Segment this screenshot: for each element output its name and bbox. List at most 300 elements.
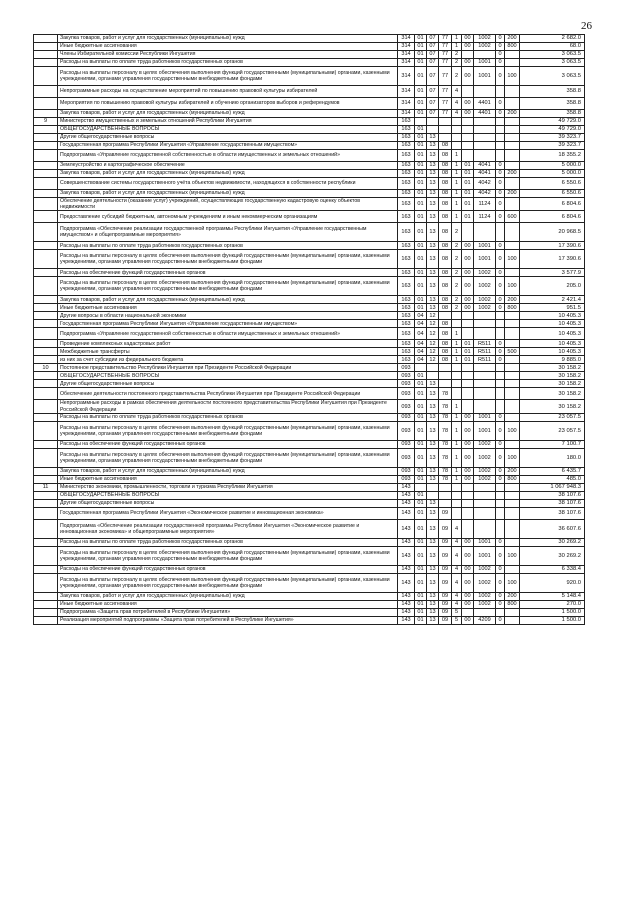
code-cell: 0 bbox=[496, 340, 505, 348]
row-number bbox=[34, 134, 58, 142]
code-cell bbox=[505, 380, 520, 388]
row-name: Расходы на выплаты персоналу в целях обеспечения выполнения функций государственными (муниципальными) органами, казенными учреждениями, органами управления государственными внебюджетными фондами bbox=[58, 421, 398, 440]
code-cell bbox=[505, 565, 520, 573]
code-cell: 800 bbox=[505, 475, 520, 483]
code-cell: 07 bbox=[427, 35, 439, 43]
code-cell: 1 bbox=[452, 421, 462, 440]
code-cell bbox=[462, 223, 474, 242]
code-cell: 01 bbox=[462, 170, 474, 178]
code-cell: 77 bbox=[439, 110, 452, 118]
code-cell: 01 bbox=[415, 475, 427, 483]
code-cell: 1 bbox=[452, 400, 462, 413]
row-name: Расходы на выплаты по оплате труда работников государственных органов bbox=[58, 242, 398, 250]
code-cell bbox=[496, 499, 505, 507]
code-cell: 13 bbox=[427, 519, 439, 538]
code-cell: 08 bbox=[439, 223, 452, 242]
code-cell: 163 bbox=[398, 150, 415, 162]
row-number: 11 bbox=[34, 483, 58, 491]
budget-table bbox=[33, 34, 585, 625]
code-cell bbox=[462, 519, 474, 538]
row-name: Министерство имущественных и земельных отношений Республики Ингушетия bbox=[58, 118, 398, 126]
code-cell bbox=[474, 134, 496, 142]
code-cell: 4 bbox=[452, 546, 462, 565]
code-cell: 143 bbox=[398, 546, 415, 565]
row-name: Закупка товаров, работ и услуг для государственных (муниципальных) нужд bbox=[58, 35, 398, 43]
code-cell bbox=[474, 483, 496, 491]
code-cell: 1002 bbox=[474, 43, 496, 51]
code-cell: R511 bbox=[474, 340, 496, 348]
code-cell: 00 bbox=[462, 475, 474, 483]
code-cell bbox=[496, 380, 505, 388]
row-name: ОБЩЕГОСУДАРСТВЕННЫЕ ВОПРОСЫ bbox=[58, 491, 398, 499]
amount-cell: 5 000.0 bbox=[520, 162, 585, 170]
row-number bbox=[34, 538, 58, 546]
code-cell: 0 bbox=[496, 565, 505, 573]
code-cell: 093 bbox=[398, 467, 415, 475]
code-cell: R511 bbox=[474, 348, 496, 356]
code-cell bbox=[474, 142, 496, 150]
amount-cell: 38 107.6 bbox=[520, 499, 585, 507]
code-cell: 1001 bbox=[474, 538, 496, 546]
code-cell: 00 bbox=[462, 592, 474, 600]
table-row bbox=[34, 98, 585, 110]
code-cell: 01 bbox=[415, 507, 427, 519]
code-cell: 77 bbox=[439, 59, 452, 67]
code-cell bbox=[462, 86, 474, 98]
code-cell: 163 bbox=[398, 296, 415, 304]
code-cell bbox=[462, 388, 474, 400]
code-cell: 13 bbox=[427, 380, 439, 388]
code-cell: 200 bbox=[505, 110, 520, 118]
row-number bbox=[34, 421, 58, 440]
code-cell: 13 bbox=[427, 250, 439, 269]
row-number bbox=[34, 467, 58, 475]
code-cell bbox=[439, 380, 452, 388]
code-cell: 163 bbox=[398, 162, 415, 170]
code-cell bbox=[505, 134, 520, 142]
code-cell: 01 bbox=[415, 400, 427, 413]
code-cell: 01 bbox=[415, 59, 427, 67]
code-cell: 143 bbox=[398, 573, 415, 592]
code-cell: 1002 bbox=[474, 448, 496, 467]
row-name: Мероприятия по повышению правовой культуры избирателей и обучению организаторов выборов и референдумов bbox=[58, 98, 398, 110]
amount-cell: 18 355.2 bbox=[520, 150, 585, 162]
code-cell bbox=[462, 328, 474, 340]
code-cell: 143 bbox=[398, 491, 415, 499]
code-cell: 0 bbox=[496, 98, 505, 110]
row-number bbox=[34, 356, 58, 364]
code-cell: 00 bbox=[462, 448, 474, 467]
amount-cell: 38 107.6 bbox=[520, 507, 585, 519]
code-cell: 01 bbox=[462, 190, 474, 198]
code-cell: 78 bbox=[439, 467, 452, 475]
code-cell: 78 bbox=[439, 413, 452, 421]
amount-cell: 270.0 bbox=[520, 600, 585, 608]
code-cell: 0 bbox=[496, 250, 505, 269]
row-name: Совершенствование системы государственного учёта объектов недвижимости, находящихся в собственности республики bbox=[58, 178, 398, 190]
table-row bbox=[34, 364, 585, 372]
code-cell: 1002 bbox=[474, 573, 496, 592]
code-cell: 0 bbox=[496, 190, 505, 198]
code-cell: 1001 bbox=[474, 421, 496, 440]
code-cell: 143 bbox=[398, 483, 415, 491]
code-cell: 200 bbox=[505, 592, 520, 600]
code-cell bbox=[505, 356, 520, 364]
table-row bbox=[34, 340, 585, 348]
code-cell: 13 bbox=[427, 400, 439, 413]
row-number bbox=[34, 491, 58, 499]
code-cell: 08 bbox=[439, 328, 452, 340]
code-cell: 1001 bbox=[474, 413, 496, 421]
code-cell: 13 bbox=[427, 507, 439, 519]
table-row bbox=[34, 312, 585, 320]
table-row bbox=[34, 538, 585, 546]
code-cell: 01 bbox=[415, 110, 427, 118]
code-cell: 01 bbox=[415, 519, 427, 538]
code-cell: 01 bbox=[415, 608, 427, 616]
row-number bbox=[34, 312, 58, 320]
code-cell: 0 bbox=[496, 178, 505, 190]
code-cell: R511 bbox=[474, 356, 496, 364]
table-row bbox=[34, 296, 585, 304]
code-cell: 01 bbox=[462, 340, 474, 348]
code-cell: 143 bbox=[398, 608, 415, 616]
code-cell: 07 bbox=[427, 59, 439, 67]
row-name: Реализация мероприятий подпрограммы «Защита прав потребителей в Республике Ингушетия» bbox=[58, 616, 398, 624]
code-cell bbox=[505, 491, 520, 499]
code-cell bbox=[496, 507, 505, 519]
code-cell: 1 bbox=[452, 43, 462, 51]
table-row bbox=[34, 134, 585, 142]
table-row bbox=[34, 546, 585, 565]
code-cell: 01 bbox=[415, 467, 427, 475]
code-cell: 163 bbox=[398, 190, 415, 198]
code-cell: 143 bbox=[398, 538, 415, 546]
code-cell: 12 bbox=[427, 320, 439, 328]
code-cell: 08 bbox=[439, 250, 452, 269]
code-cell: 163 bbox=[398, 348, 415, 356]
code-cell: 00 bbox=[462, 242, 474, 250]
code-cell: 78 bbox=[439, 440, 452, 448]
row-name: Государственная программа Республики Ингушетия «Экономическое развитие и инновационная экономика» bbox=[58, 507, 398, 519]
code-cell bbox=[496, 312, 505, 320]
amount-cell: 10 405.3 bbox=[520, 348, 585, 356]
code-cell bbox=[496, 126, 505, 134]
code-cell bbox=[474, 150, 496, 162]
code-cell: 00 bbox=[462, 269, 474, 277]
table-row bbox=[34, 142, 585, 150]
amount-cell: 3 063.5 bbox=[520, 59, 585, 67]
code-cell: 143 bbox=[398, 600, 415, 608]
code-cell: 12 bbox=[427, 328, 439, 340]
code-cell: 1002 bbox=[474, 475, 496, 483]
amount-cell: 6 804.6 bbox=[520, 211, 585, 223]
code-cell: 13 bbox=[427, 573, 439, 592]
row-name: Закупка товаров, работ и услуг для государственных (муниципальных) нужд bbox=[58, 170, 398, 178]
amount-cell: 205.0 bbox=[520, 277, 585, 296]
amount-cell: 30 158.2 bbox=[520, 400, 585, 413]
code-cell: 09 bbox=[439, 600, 452, 608]
code-cell: 01 bbox=[462, 198, 474, 211]
code-cell: 01 bbox=[415, 170, 427, 178]
code-cell: 08 bbox=[439, 211, 452, 223]
row-name: Другие общегосударственные вопросы bbox=[58, 380, 398, 388]
code-cell: 0 bbox=[496, 43, 505, 51]
code-cell: 200 bbox=[505, 467, 520, 475]
code-cell bbox=[474, 51, 496, 59]
code-cell bbox=[474, 364, 496, 372]
code-cell: 1124 bbox=[474, 211, 496, 223]
code-cell: 00 bbox=[462, 413, 474, 421]
code-cell: 0 bbox=[496, 600, 505, 608]
code-cell: 04 bbox=[415, 320, 427, 328]
amount-cell: 23 057.5 bbox=[520, 413, 585, 421]
amount-cell: 5 000.0 bbox=[520, 170, 585, 178]
table-body bbox=[34, 35, 585, 625]
table-row bbox=[34, 35, 585, 43]
code-cell bbox=[474, 118, 496, 126]
code-cell: 100 bbox=[505, 546, 520, 565]
row-name: Закупка товаров, работ и услуг для государственных (муниципальных) нужд bbox=[58, 467, 398, 475]
code-cell: 1002 bbox=[474, 467, 496, 475]
code-cell: 77 bbox=[439, 86, 452, 98]
code-cell: 0 bbox=[496, 467, 505, 475]
row-name: Подпрограмма «Управление государственной собственностью в области имущественных и земельных отношений» bbox=[58, 150, 398, 162]
code-cell: 1002 bbox=[474, 304, 496, 312]
row-name: Непрограммные расходы в рамках обеспечения деятельности постоянного представительства Республики Ингушетия при Президенте Российской Федерации bbox=[58, 400, 398, 413]
code-cell: 0 bbox=[496, 413, 505, 421]
amount-cell: 1 067 948.3 bbox=[520, 483, 585, 491]
row-number bbox=[34, 380, 58, 388]
code-cell: 163 bbox=[398, 328, 415, 340]
row-name: Иные бюджетные ассигнования bbox=[58, 600, 398, 608]
code-cell bbox=[439, 134, 452, 142]
row-number bbox=[34, 277, 58, 296]
code-cell: 1 bbox=[452, 440, 462, 448]
amount-cell: 68.0 bbox=[520, 43, 585, 51]
code-cell: 163 bbox=[398, 277, 415, 296]
code-cell bbox=[427, 364, 439, 372]
row-number bbox=[34, 348, 58, 356]
code-cell: 08 bbox=[439, 190, 452, 198]
code-cell: 01 bbox=[415, 223, 427, 242]
code-cell: 13 bbox=[427, 142, 439, 150]
code-cell bbox=[462, 118, 474, 126]
code-cell: 01 bbox=[415, 499, 427, 507]
code-cell: 0 bbox=[496, 616, 505, 624]
code-cell: 78 bbox=[439, 388, 452, 400]
amount-cell: 20 968.5 bbox=[520, 223, 585, 242]
code-cell: 08 bbox=[439, 150, 452, 162]
code-cell: 100 bbox=[505, 250, 520, 269]
code-cell bbox=[505, 242, 520, 250]
code-cell: 4 bbox=[452, 538, 462, 546]
row-number bbox=[34, 616, 58, 624]
code-cell bbox=[505, 51, 520, 59]
code-cell bbox=[474, 380, 496, 388]
code-cell: 01 bbox=[415, 448, 427, 467]
code-cell bbox=[505, 320, 520, 328]
code-cell bbox=[496, 388, 505, 400]
code-cell: 01 bbox=[415, 277, 427, 296]
code-cell: 00 bbox=[462, 110, 474, 118]
code-cell: 314 bbox=[398, 86, 415, 98]
code-cell bbox=[452, 372, 462, 380]
row-number bbox=[34, 448, 58, 467]
code-cell: 77 bbox=[439, 98, 452, 110]
amount-cell: 3 063.5 bbox=[520, 51, 585, 59]
code-cell: 4 bbox=[452, 98, 462, 110]
code-cell: 08 bbox=[439, 304, 452, 312]
code-cell: 1 bbox=[452, 467, 462, 475]
code-cell: 01 bbox=[462, 211, 474, 223]
code-cell: 093 bbox=[398, 475, 415, 483]
code-cell: 093 bbox=[398, 440, 415, 448]
table-row bbox=[34, 190, 585, 198]
code-cell: 1 bbox=[452, 448, 462, 467]
code-cell: 4 bbox=[452, 110, 462, 118]
code-cell: 1002 bbox=[474, 600, 496, 608]
code-cell: 143 bbox=[398, 565, 415, 573]
code-cell bbox=[505, 372, 520, 380]
code-cell: 4 bbox=[452, 519, 462, 538]
amount-cell: 920.0 bbox=[520, 573, 585, 592]
code-cell: 0 bbox=[496, 296, 505, 304]
code-cell: 13 bbox=[427, 170, 439, 178]
code-cell: 2 bbox=[452, 223, 462, 242]
code-cell: 4 bbox=[452, 592, 462, 600]
code-cell bbox=[496, 118, 505, 126]
code-cell: 314 bbox=[398, 35, 415, 43]
row-name: Расходы на выплаты по оплате труда работников государственных органов bbox=[58, 413, 398, 421]
code-cell bbox=[452, 126, 462, 134]
code-cell: 13 bbox=[427, 448, 439, 467]
code-cell: 09 bbox=[439, 616, 452, 624]
table-row bbox=[34, 277, 585, 296]
amount-cell: 951.5 bbox=[520, 304, 585, 312]
amount-cell: 30 158.2 bbox=[520, 372, 585, 380]
row-number bbox=[34, 499, 58, 507]
code-cell: 12 bbox=[427, 356, 439, 364]
code-cell bbox=[474, 372, 496, 380]
code-cell: 00 bbox=[462, 538, 474, 546]
amount-cell: 30 269.2 bbox=[520, 546, 585, 565]
table-row bbox=[34, 43, 585, 51]
code-cell bbox=[505, 388, 520, 400]
amount-cell: 5 148.4 bbox=[520, 592, 585, 600]
code-cell bbox=[496, 519, 505, 538]
code-cell: 01 bbox=[462, 356, 474, 364]
row-name: ОБЩЕГОСУДАРСТВЕННЫЕ ВОПРОСЫ bbox=[58, 126, 398, 134]
code-cell bbox=[505, 507, 520, 519]
row-name: Иные бюджетные ассигнования bbox=[58, 475, 398, 483]
code-cell bbox=[496, 142, 505, 150]
row-name: Закупка товаров, работ и услуг для государственных (муниципальных) нужд bbox=[58, 592, 398, 600]
row-name: ОБЩЕГОСУДАРСТВЕННЫЕ ВОПРОСЫ bbox=[58, 372, 398, 380]
table-row bbox=[34, 150, 585, 162]
code-cell bbox=[427, 372, 439, 380]
code-cell: 01 bbox=[415, 600, 427, 608]
code-cell: 01 bbox=[415, 616, 427, 624]
code-cell: 13 bbox=[427, 608, 439, 616]
code-cell: 163 bbox=[398, 170, 415, 178]
code-cell: 4209 bbox=[474, 616, 496, 624]
code-cell bbox=[505, 616, 520, 624]
amount-cell: 6 338.4 bbox=[520, 565, 585, 573]
code-cell: 00 bbox=[462, 440, 474, 448]
code-cell bbox=[427, 118, 439, 126]
code-cell: 314 bbox=[398, 98, 415, 110]
code-cell: 163 bbox=[398, 223, 415, 242]
code-cell bbox=[452, 312, 462, 320]
code-cell: 78 bbox=[439, 421, 452, 440]
code-cell: 78 bbox=[439, 475, 452, 483]
row-number bbox=[34, 198, 58, 211]
amount-cell: 10 405.3 bbox=[520, 320, 585, 328]
table-row bbox=[34, 491, 585, 499]
code-cell: 07 bbox=[427, 43, 439, 51]
code-cell: 0 bbox=[496, 421, 505, 440]
code-cell bbox=[415, 118, 427, 126]
code-cell: 13 bbox=[427, 388, 439, 400]
code-cell: 01 bbox=[415, 134, 427, 142]
code-cell bbox=[462, 491, 474, 499]
code-cell: 0 bbox=[496, 170, 505, 178]
code-cell: 5 bbox=[452, 608, 462, 616]
row-number bbox=[34, 178, 58, 190]
code-cell: 13 bbox=[427, 242, 439, 250]
code-cell: 08 bbox=[439, 198, 452, 211]
code-cell bbox=[505, 142, 520, 150]
code-cell: 77 bbox=[439, 35, 452, 43]
table-row bbox=[34, 59, 585, 67]
code-cell: 09 bbox=[439, 592, 452, 600]
amount-cell: 485.0 bbox=[520, 475, 585, 483]
code-cell: 13 bbox=[427, 592, 439, 600]
table-row bbox=[34, 86, 585, 98]
code-cell bbox=[452, 483, 462, 491]
code-cell: 163 bbox=[398, 211, 415, 223]
table-row bbox=[34, 400, 585, 413]
code-cell: 0 bbox=[496, 277, 505, 296]
code-cell: 01 bbox=[462, 178, 474, 190]
code-cell: 13 bbox=[427, 190, 439, 198]
code-cell: 314 bbox=[398, 59, 415, 67]
code-cell bbox=[505, 340, 520, 348]
amount-cell: 36 607.6 bbox=[520, 519, 585, 538]
amount-cell: 10 405.3 bbox=[520, 328, 585, 340]
code-cell bbox=[474, 126, 496, 134]
table-row bbox=[34, 126, 585, 134]
code-cell bbox=[462, 320, 474, 328]
code-cell: 13 bbox=[427, 467, 439, 475]
code-cell bbox=[496, 608, 505, 616]
code-cell bbox=[505, 150, 520, 162]
code-cell: 13 bbox=[427, 546, 439, 565]
table-row bbox=[34, 448, 585, 467]
code-cell: 1 bbox=[452, 150, 462, 162]
code-cell: 314 bbox=[398, 110, 415, 118]
row-number bbox=[34, 565, 58, 573]
code-cell bbox=[439, 118, 452, 126]
row-name: Государственная программа Республики Ингушетия «Управление государственным имуществом» bbox=[58, 142, 398, 150]
code-cell: 163 bbox=[398, 269, 415, 277]
code-cell bbox=[462, 134, 474, 142]
code-cell: 0 bbox=[496, 110, 505, 118]
code-cell bbox=[439, 364, 452, 372]
code-cell: 01 bbox=[415, 388, 427, 400]
code-cell: 00 bbox=[462, 98, 474, 110]
